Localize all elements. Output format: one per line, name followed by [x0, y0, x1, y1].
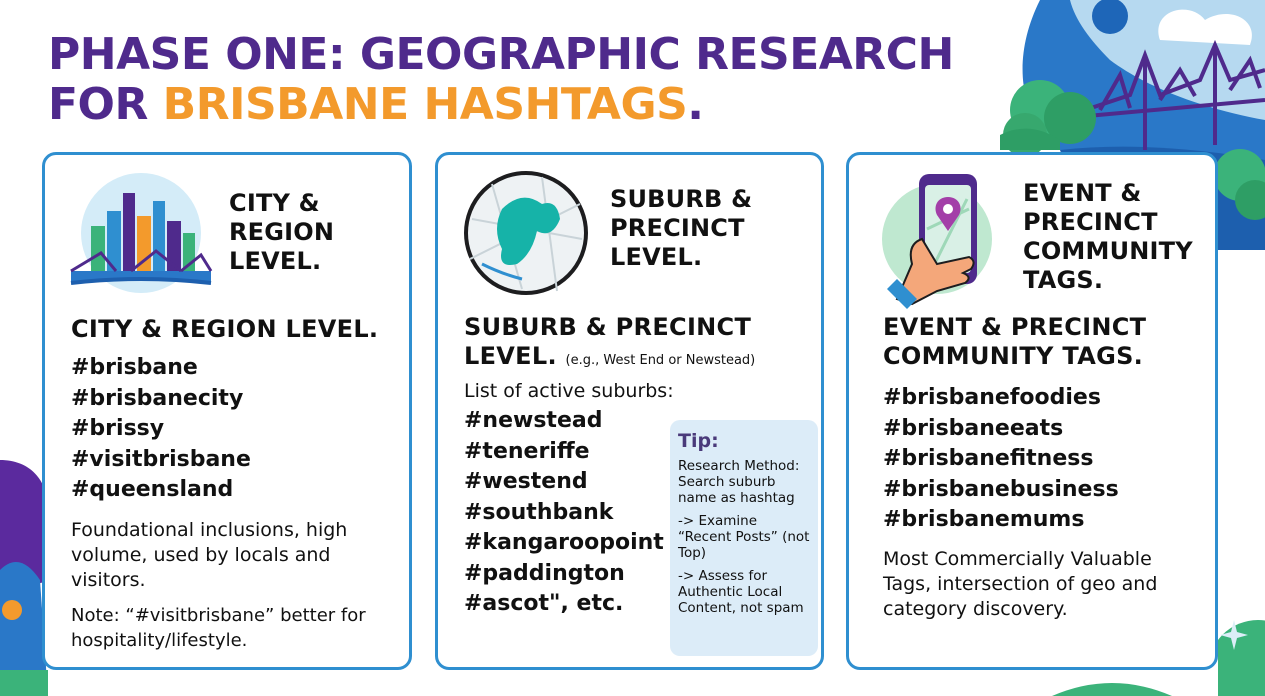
card-description: Foundational inclusions, high volume, used by locals and visitors.	[71, 519, 348, 591]
card-heading-line: PRECINCT	[610, 214, 745, 242]
card-heading-line: EVENT &	[1023, 179, 1142, 207]
hashtag-item: #ascot", etc.	[464, 591, 624, 616]
card-event-community	[846, 152, 1218, 670]
hashtag-list	[883, 383, 1119, 536]
title-suffix: .	[687, 79, 704, 130]
card-heading-line: TAGS.	[1023, 266, 1104, 294]
card-city-region	[42, 152, 412, 670]
card-subtitle-text: LEVEL.	[464, 342, 557, 370]
tip-line: -> Examine “Recent Posts” (not Top)	[678, 513, 810, 561]
hashtag-item: #paddington	[464, 560, 625, 586]
hashtag-item: #brisbanebusiness	[883, 476, 1119, 502]
title-line-2	[48, 80, 954, 130]
card-heading	[610, 185, 752, 272]
card-subtitle	[464, 313, 824, 375]
page-title	[48, 30, 954, 130]
card-heading-line: LEVEL.	[610, 243, 703, 271]
card-subtitle-line: COMMUNITY TAGS.	[883, 342, 1144, 370]
card-heading	[1023, 179, 1193, 295]
card-subtitle-line	[464, 342, 824, 375]
tip-title: Tip:	[678, 430, 719, 452]
card-heading-line: LEVEL.	[229, 247, 322, 275]
card-subtitle	[883, 313, 1146, 371]
hashtag-item: #brisbanecity	[71, 385, 244, 411]
card-note: Note: “#visitbrisbane” better for hospitality/lifestyle.	[71, 605, 366, 651]
card-description: Most Commercially Valuable Tags, intersection of geo and category discovery.	[883, 548, 1158, 620]
hashtag-item: #southbank	[464, 499, 614, 525]
suburb-map-icon	[462, 169, 590, 297]
bottom-left-decoration	[0, 440, 48, 696]
tip-line: Research Method: Search suburb name as hashtag	[678, 458, 800, 506]
card-heading-line: SUBURB &	[610, 185, 753, 213]
hashtag-item: #brisbaneeats	[883, 415, 1064, 441]
card-heading-line: REGION	[229, 218, 335, 246]
card-suburb-precinct	[435, 152, 824, 670]
hashtag-list	[71, 353, 251, 506]
card-heading	[229, 189, 334, 276]
phone-location-pin-icon	[877, 169, 1017, 309]
hashtag-item: #brissy	[71, 416, 165, 441]
hashtag-item: #kangaroopoint	[464, 530, 664, 555]
title-accent: BRISBANE HASHTAGS	[162, 79, 688, 130]
city-skyline-icon	[61, 171, 221, 301]
hashtag-list	[464, 406, 664, 620]
hashtag-item: #brisbane	[71, 355, 198, 380]
card-subtitle-line: EVENT & PRECINCT	[883, 313, 1147, 341]
hashtag-item: #queensland	[71, 477, 234, 502]
bottom-center-decoration	[412, 670, 1242, 696]
title-line-1: PHASE ONE: GEOGRAPHIC RESEARCH	[48, 29, 954, 80]
title-prefix: FOR	[48, 79, 163, 130]
list-intro: List of active suburbs:	[464, 380, 674, 402]
hashtag-item: #visitbrisbane	[71, 446, 251, 472]
hashtag-item: #teneriffe	[464, 438, 590, 464]
hashtag-item: #brisbanefitness	[883, 446, 1094, 471]
card-subtitle: CITY & REGION LEVEL.	[71, 315, 379, 343]
card-subtitle-example: (e.g., West End or Newstead)	[565, 353, 756, 368]
tip-box	[670, 420, 818, 656]
card-heading-line: COMMUNITY	[1023, 237, 1193, 265]
hashtag-item: #brisbanefoodies	[883, 385, 1101, 410]
hashtag-item: #newstead	[464, 408, 603, 433]
hashtag-item: #westend	[464, 469, 588, 494]
card-heading-line: CITY &	[229, 189, 320, 217]
tip-line: -> Assess for Authentic Local Content, not spam	[678, 568, 804, 616]
hashtag-item: #brisbanemums	[883, 507, 1085, 532]
card-heading-line: PRECINCT	[1023, 208, 1158, 236]
card-subtitle-line: SUBURB & PRECINCT	[464, 313, 752, 341]
